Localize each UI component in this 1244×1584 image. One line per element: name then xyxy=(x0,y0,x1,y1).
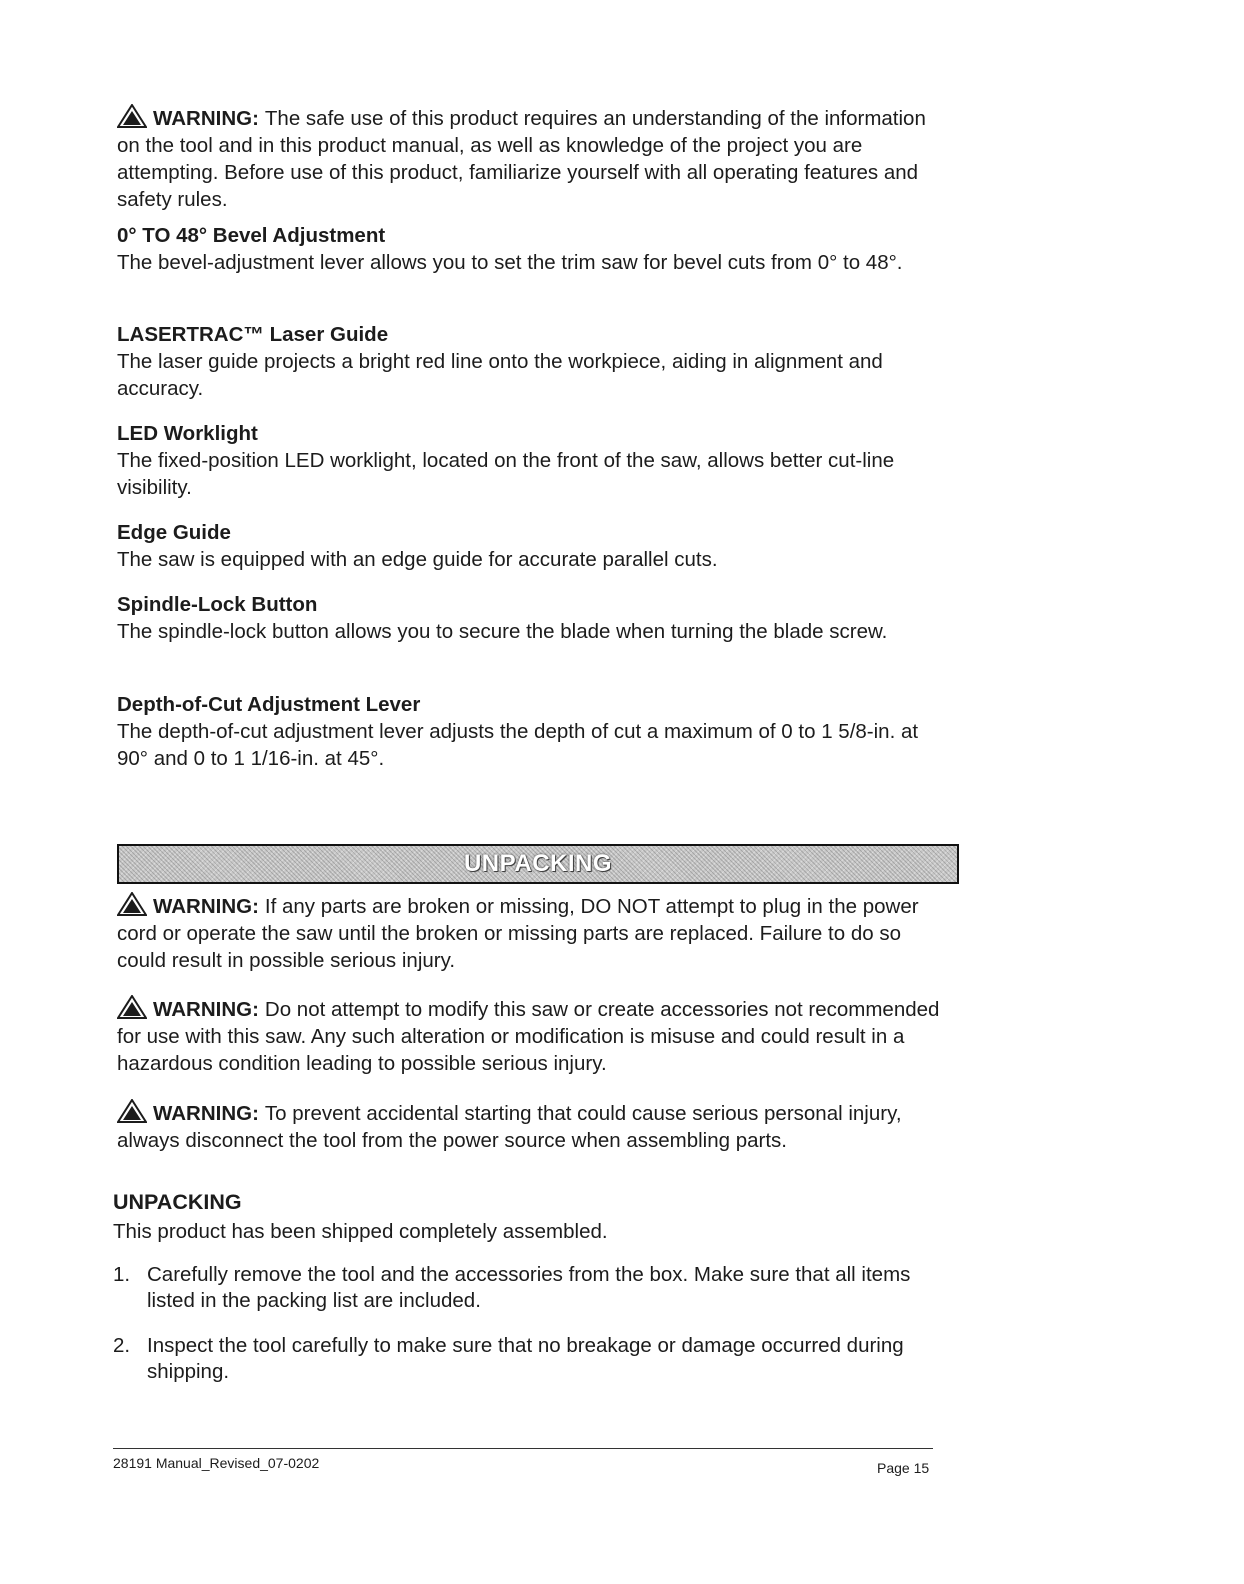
feature-spindle-lock xyxy=(117,591,947,645)
warning-triangle-icon xyxy=(117,995,147,1019)
feature-text: The fixed-position LED worklight, located on the front of the saw, allows better cut-line visibility. xyxy=(117,449,895,499)
feature-led-worklight xyxy=(117,420,947,501)
list-text: Carefully remove the tool and the accessories from the box. Make sure that all items listed in the packing list are included. xyxy=(147,1263,911,1312)
feature-heading: Spindle-Lock Button xyxy=(117,593,318,616)
list-number: 1. xyxy=(113,1263,131,1286)
warning-label: WARNING: xyxy=(153,998,259,1021)
feature-heading: Depth-of-Cut Adjustment Lever xyxy=(117,693,421,716)
warning-label: WARNING: xyxy=(153,895,259,918)
feature-text: The depth-of-cut adjustment lever adjusts the depth of cut a maximum of 0 to 1 5/8-in. at 90° and 0 to 1 1/16-in. at 45°. xyxy=(117,720,919,770)
feature-text: The bevel-adjustment lever allows you to set the trim saw for bevel cuts from 0° to 48°. xyxy=(117,251,903,274)
unpacking-warning-2 xyxy=(117,995,947,1077)
banner-title: UNPACKING xyxy=(463,850,613,877)
warning-triangle-icon xyxy=(117,892,147,916)
section-title: UNPACKING xyxy=(113,1190,242,1214)
feature-text: The spindle-lock button allows you to secure the blade when turning the blade screw. xyxy=(117,620,888,643)
intro-warning-text: The safe use of this product requires an understanding of the information on the tool and in this product manual, as well as knowledge of the project you are attempting. Before use of this product, familiarize yourself with all operating features and safety rules. xyxy=(117,107,926,211)
intro-warning xyxy=(117,104,947,213)
warning-label: WARNING: xyxy=(153,1102,259,1125)
feature-text: The laser guide projects a bright red line onto the workpiece, aiding in alignment and accuracy. xyxy=(117,350,883,400)
feature-bevel xyxy=(117,222,947,276)
feature-laser-guide xyxy=(117,321,947,402)
footer-page-number: Page 15 xyxy=(877,1460,930,1476)
unpacking-warning-3 xyxy=(117,1099,947,1154)
feature-heading: Edge Guide xyxy=(117,521,231,544)
warning-text: Do not attempt to modify this saw or create accessories not recommended for use with this saw. Any such alteration or modification is misuse and could result in a hazardous condition leading to possible serious injury. xyxy=(117,998,940,1075)
unpacking-warning-1 xyxy=(117,892,947,974)
feature-heading: 0° TO 48° Bevel Adjustment xyxy=(117,224,386,247)
list-item xyxy=(113,1262,953,1314)
warning-label: WARNING: xyxy=(153,107,259,130)
feature-heading: LASERTRAC™ Laser Guide xyxy=(117,323,389,346)
warning-triangle-icon xyxy=(117,104,147,128)
warning-text: To prevent accidental starting that could cause serious personal injury, always disconnect the tool from the power source when assembling parts. xyxy=(117,1102,902,1152)
unpacking-intro: This product has been shipped completely assembled. xyxy=(113,1220,608,1243)
footer-divider xyxy=(113,1448,933,1449)
feature-heading: LED Worklight xyxy=(117,422,258,445)
list-item xyxy=(113,1333,953,1385)
list-number: 2. xyxy=(113,1334,131,1357)
unpacking-banner xyxy=(117,844,959,884)
warning-triangle-icon xyxy=(117,1099,147,1123)
feature-depth-of-cut xyxy=(117,691,947,772)
feature-text: The saw is equipped with an edge guide for accurate parallel cuts. xyxy=(117,548,718,571)
footer-document-id: 28191 Manual_Revised_07-0202 xyxy=(113,1455,320,1471)
feature-edge-guide xyxy=(117,519,947,573)
list-text: Inspect the tool carefully to make sure that no breakage or damage occurred during shipping. xyxy=(147,1334,904,1383)
warning-text: If any parts are broken or missing, DO NOT attempt to plug in the power cord or operate the saw until the broken or missing parts are replaced. Failure to do so could result in possible serious injury. xyxy=(117,895,919,972)
